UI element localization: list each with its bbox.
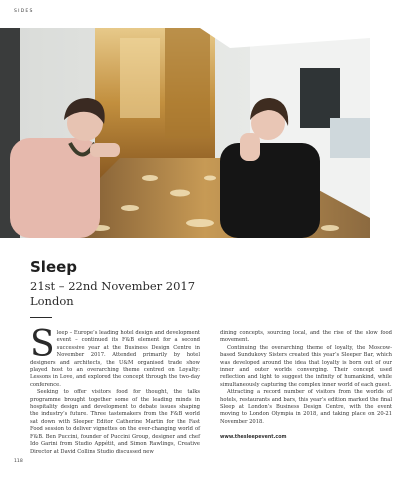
running-head: SIDES xyxy=(14,9,34,14)
column-right xyxy=(220,330,392,441)
paragraph: Seeking to offer visitors food for thought, the talks programme brought together some of the leading minds in hospitality design and development to debate issues shaping the industry’s future. Three tastemakers from the F&B world sat down with Sleeper Editor Catherine Martin for the Fast Food session to deliver vignettes on the ever-changing world of F&B. Ben Puccini, founder of Puccini Group, designer and chef Ido Garini from Studio Appétit, and Simon Rawlings, Creative Director at David Collins Studio discussed new xyxy=(30,389,200,455)
event-dates: 21st – 22nd November 2017 xyxy=(30,279,196,293)
page-number: 118 xyxy=(14,459,23,464)
event-city: London xyxy=(30,294,74,308)
event-url-link[interactable]: www.thesleepevent.com xyxy=(220,434,287,440)
paragraph: Sleep – Europe’s leading hotel design and development event – continued its F&B element for a second successive year at the Business Design Centre in November 2017. Attended primarily by hotel designers and architects, the U&M organised trade show played host to an overarching theme centred on Loyalty: Lessons in Love, and explored the concept through the two-day conference. xyxy=(30,324,200,388)
title-rule xyxy=(30,317,52,318)
photo-of-two-women-at-table-icon xyxy=(0,28,370,238)
column-left xyxy=(30,324,200,456)
article-title: Sleep xyxy=(30,258,78,276)
event-photo xyxy=(0,28,370,238)
drop-cap: S xyxy=(30,324,55,365)
paragraph: dining concepts, sourcing local, and the rise of the slow food movement. xyxy=(220,330,392,344)
paragraph: Continuing the overarching theme of loyalty, the Moscow-based Sundukovy Sisters created this year’s Sleeper Bar, which was developed around the idea that loyalty is born out of our inner and outer worlds converging. Their concept used reflection and light to suggest the infinity of humankind, while simultaneously capturing the complex inner world of each guest. xyxy=(220,344,392,388)
paragraph: Attracting a record number of visitors from the worlds of hotels, restaurants and bars, this year’s edition marked the final Sleep at London’s Business Design Centre, with the event moving to London Olympia in 2018, and taking place on 20-21 November 2018. xyxy=(220,389,392,425)
